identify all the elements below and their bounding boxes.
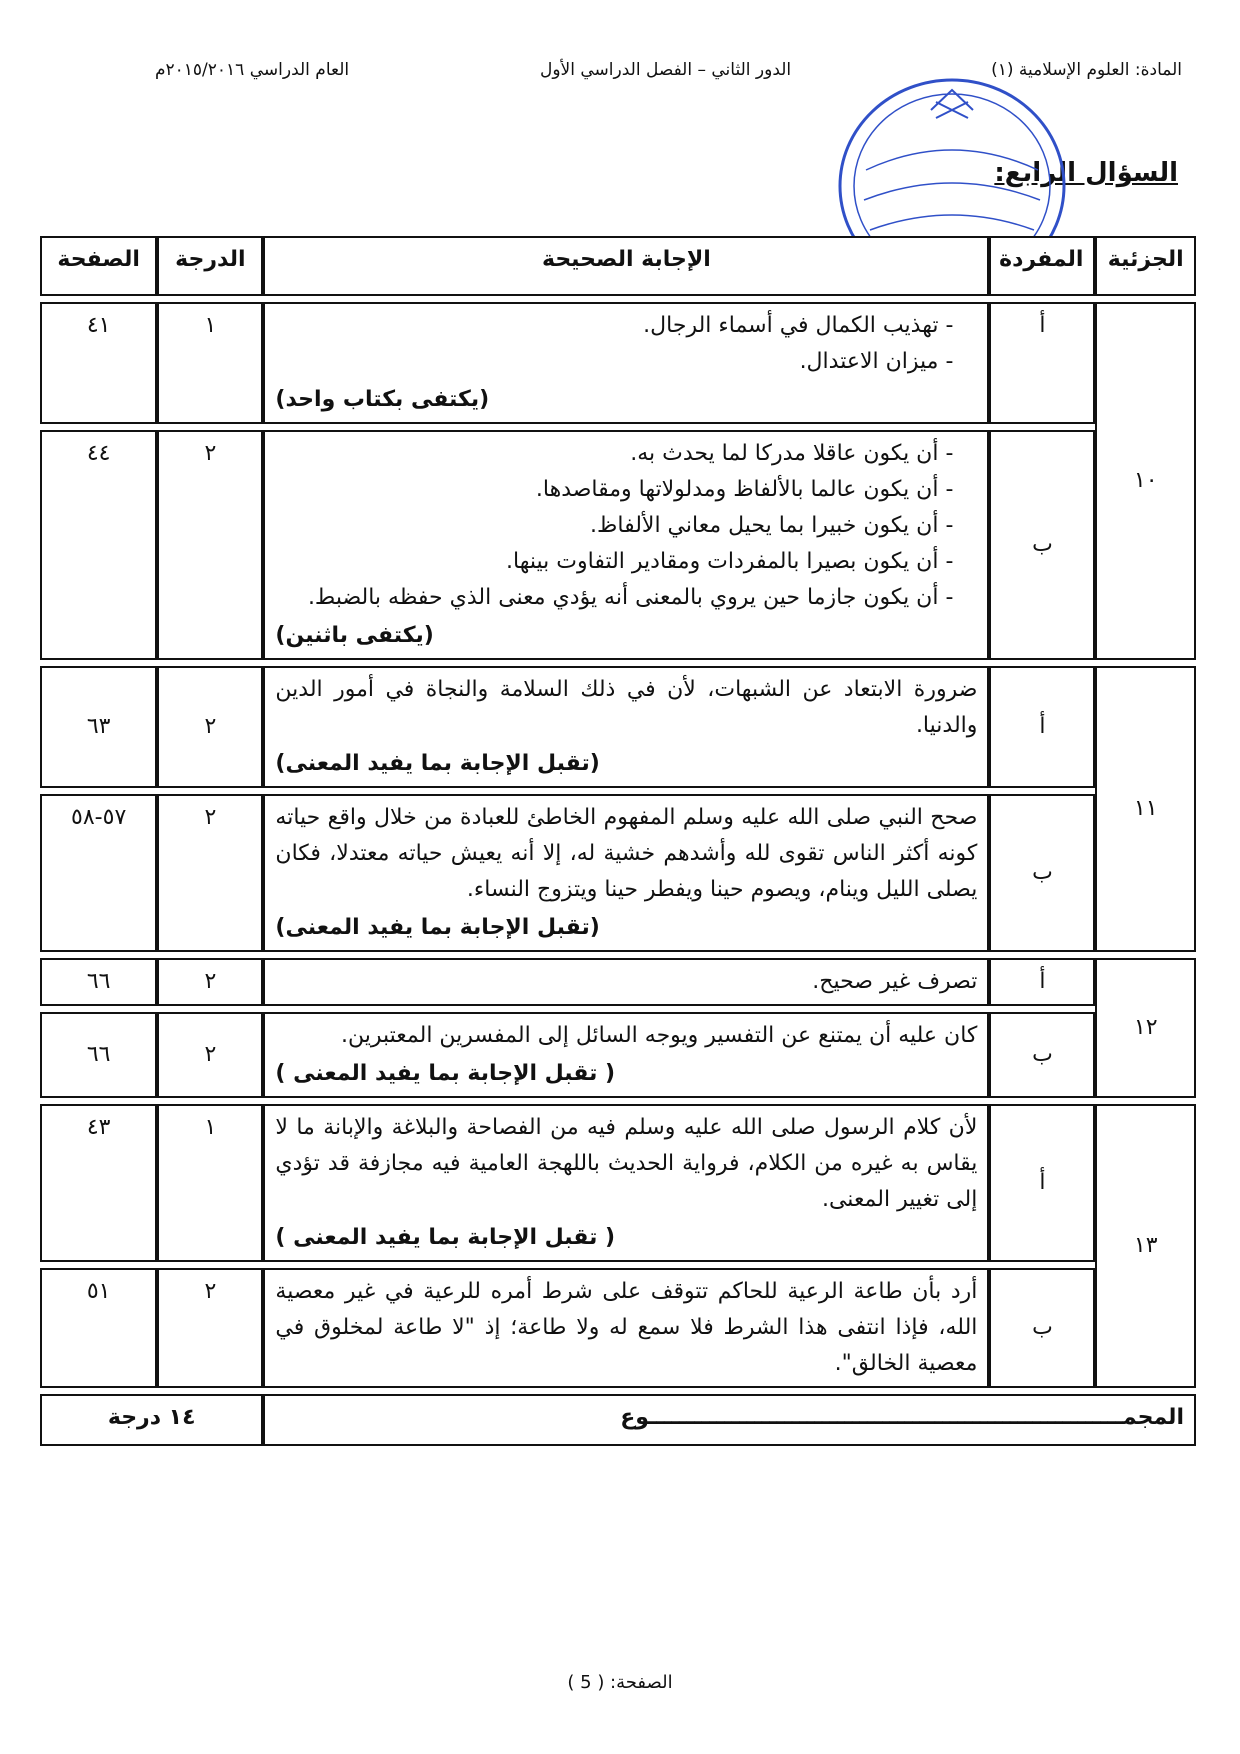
answer-list-item: - أن يكون بصيرا بالمفردات ومقادير التفاوت بينها.: [275, 544, 953, 580]
answer-note: (يكتفى بكتاب واحد): [275, 387, 490, 412]
table-row: [40, 1104, 1196, 1262]
header-part: الجزئية: [1095, 236, 1196, 296]
table-row: [40, 666, 1196, 788]
grade-value: ٢: [157, 958, 263, 1006]
table-row: [40, 794, 1196, 952]
answer-list-item: - تهذيب الكمال في أسماء الرجال.: [275, 308, 953, 344]
subject-label: المادة: العلوم الإسلامية (١): [991, 60, 1182, 80]
answer-cell: [263, 666, 989, 788]
answer-cell: [263, 302, 989, 424]
answer-cell: [263, 958, 989, 1006]
header-item: المفردة: [989, 236, 1095, 296]
table-row: [40, 302, 1196, 424]
part-number: ١١: [1095, 666, 1196, 952]
item-letter: ب: [989, 794, 1095, 952]
item-letter: أ: [989, 1104, 1095, 1262]
grade-value: ٢: [157, 1268, 263, 1388]
answer-cell: [263, 430, 989, 660]
session-label: الدور الثاني – الفصل الدراسي الأول: [540, 60, 792, 80]
page-value: ٥١: [40, 1268, 157, 1388]
answer-list-item: - أن يكون جازما حين يروي بالمعنى أنه يؤدي معنى الذي حفظه بالضبط.: [275, 580, 953, 616]
page-value: ٤٣: [40, 1104, 157, 1262]
grade-value: ١: [157, 1104, 263, 1262]
header-page: الصفحة: [40, 236, 157, 296]
table-row: [40, 958, 1196, 1006]
grade-value: ٢: [157, 1012, 263, 1098]
item-letter: ب: [989, 430, 1095, 660]
answer-text: ضرورة الابتعاد عن الشبهات، لأن في ذلك السلامة والنجاة في أمور الدين والدنيا.: [275, 677, 978, 738]
item-letter: أ: [989, 958, 1095, 1006]
year-label: العام الدراسي ٢٠١٥/٢٠١٦م: [155, 60, 350, 80]
answer-note: (يكتفى باثنين): [275, 623, 434, 648]
total-label: المجمـــــــــــــــــــــــــــــــــــــــــــــــــــــــــــــــوع: [263, 1394, 1196, 1446]
part-number: ١٣: [1095, 1104, 1196, 1388]
grade-value: ٢: [157, 430, 263, 660]
answer-note: (تقبل الإجابة بما يفيد المعنى): [275, 915, 600, 940]
answer-text: تصرف غير صحيح.: [812, 969, 978, 994]
page-value: ٥٧-٥٨: [40, 794, 157, 952]
page-value: ٦٦: [40, 1012, 157, 1098]
answer-note: ( تقبل الإجابة بما يفيد المعنى ): [275, 1061, 616, 1086]
table-header-row: [40, 236, 1196, 296]
answer-list-item: - ميزان الاعتدال.: [275, 344, 953, 380]
grade-value: ٢: [157, 666, 263, 788]
page-value: ٦٣: [40, 666, 157, 788]
page-value: ٦٦: [40, 958, 157, 1006]
answer-note: (تقبل الإجابة بما يفيد المعنى): [275, 751, 600, 776]
grade-value: ٢: [157, 794, 263, 952]
part-number: ١٠: [1095, 302, 1196, 660]
item-letter: ب: [989, 1268, 1095, 1388]
total-row: [40, 1394, 1196, 1446]
answer-list-item: - أن يكون عالما بالألفاظ ومدلولاتها ومقاصدها.: [275, 472, 953, 508]
page-value: ٤١: [40, 302, 157, 424]
question-title: السؤال الرابع:: [994, 158, 1178, 188]
answer-list-item: - أن يكون خبيرا بما يحيل معاني الألفاظ.: [275, 508, 953, 544]
grade-value: ١: [157, 302, 263, 424]
header-answer: الإجابة الصحيحة: [263, 236, 989, 296]
answer-cell: [263, 794, 989, 952]
answer-list-item: - أن يكون عاقلا مدركا لما يحدث به.: [275, 436, 953, 472]
item-letter: أ: [989, 666, 1095, 788]
table-row: [40, 1268, 1196, 1388]
item-letter: ب: [989, 1012, 1095, 1098]
answer-cell: [263, 1104, 989, 1262]
page-footer: الصفحة: ( 5 ): [567, 1672, 673, 1693]
answer-text: أرد بأن طاعة الرعية للحاكم تتوقف على شرط أمره للرعية في غير معصية الله، فإذا انتفى هذا الشرط فلا سمع له ولا طاعة؛ إذ "لا طاعة لمخلوق في معصية الخالق".: [275, 1279, 978, 1376]
answer-text: لأن كلام الرسول صلى الله عليه وسلم فيه من الفصاحة والبلاغة والإبانة ما لا يقاس به غيره من الكلام، فرواية الحديث باللهجة العامية فيه مجازفة قد تؤدي إلى تغيير المعنى.: [275, 1115, 978, 1212]
answer-note: ( تقبل الإجابة بما يفيد المعنى ): [275, 1225, 616, 1250]
header-grade: الدرجة: [157, 236, 263, 296]
answer-key-table: [40, 230, 1196, 1452]
answer-cell: [263, 1012, 989, 1098]
answer-cell: [263, 1268, 989, 1388]
table-row: [40, 430, 1196, 660]
answer-text: صحح النبي صلى الله عليه وسلم المفهوم الخاطئ للعبادة من خلال واقع حياته كونه أكثر الناس تقوى لله وأشدهم خشية له، إلا أنه يعيش حياته معتدلا، فكان يصلى الليل وينام، ويصوم حينا ويفطر حينا ويتزوج النساء.: [275, 805, 978, 902]
table-row: [40, 1012, 1196, 1098]
total-value: ١٤ درجة: [40, 1394, 263, 1446]
page-value: ٤٤: [40, 430, 157, 660]
part-number: ١٢: [1095, 958, 1196, 1098]
item-letter: أ: [989, 302, 1095, 424]
answer-text: كان عليه أن يمتنع عن التفسير ويوجه السائل إلى المفسرين المعتبرين.: [341, 1023, 978, 1048]
